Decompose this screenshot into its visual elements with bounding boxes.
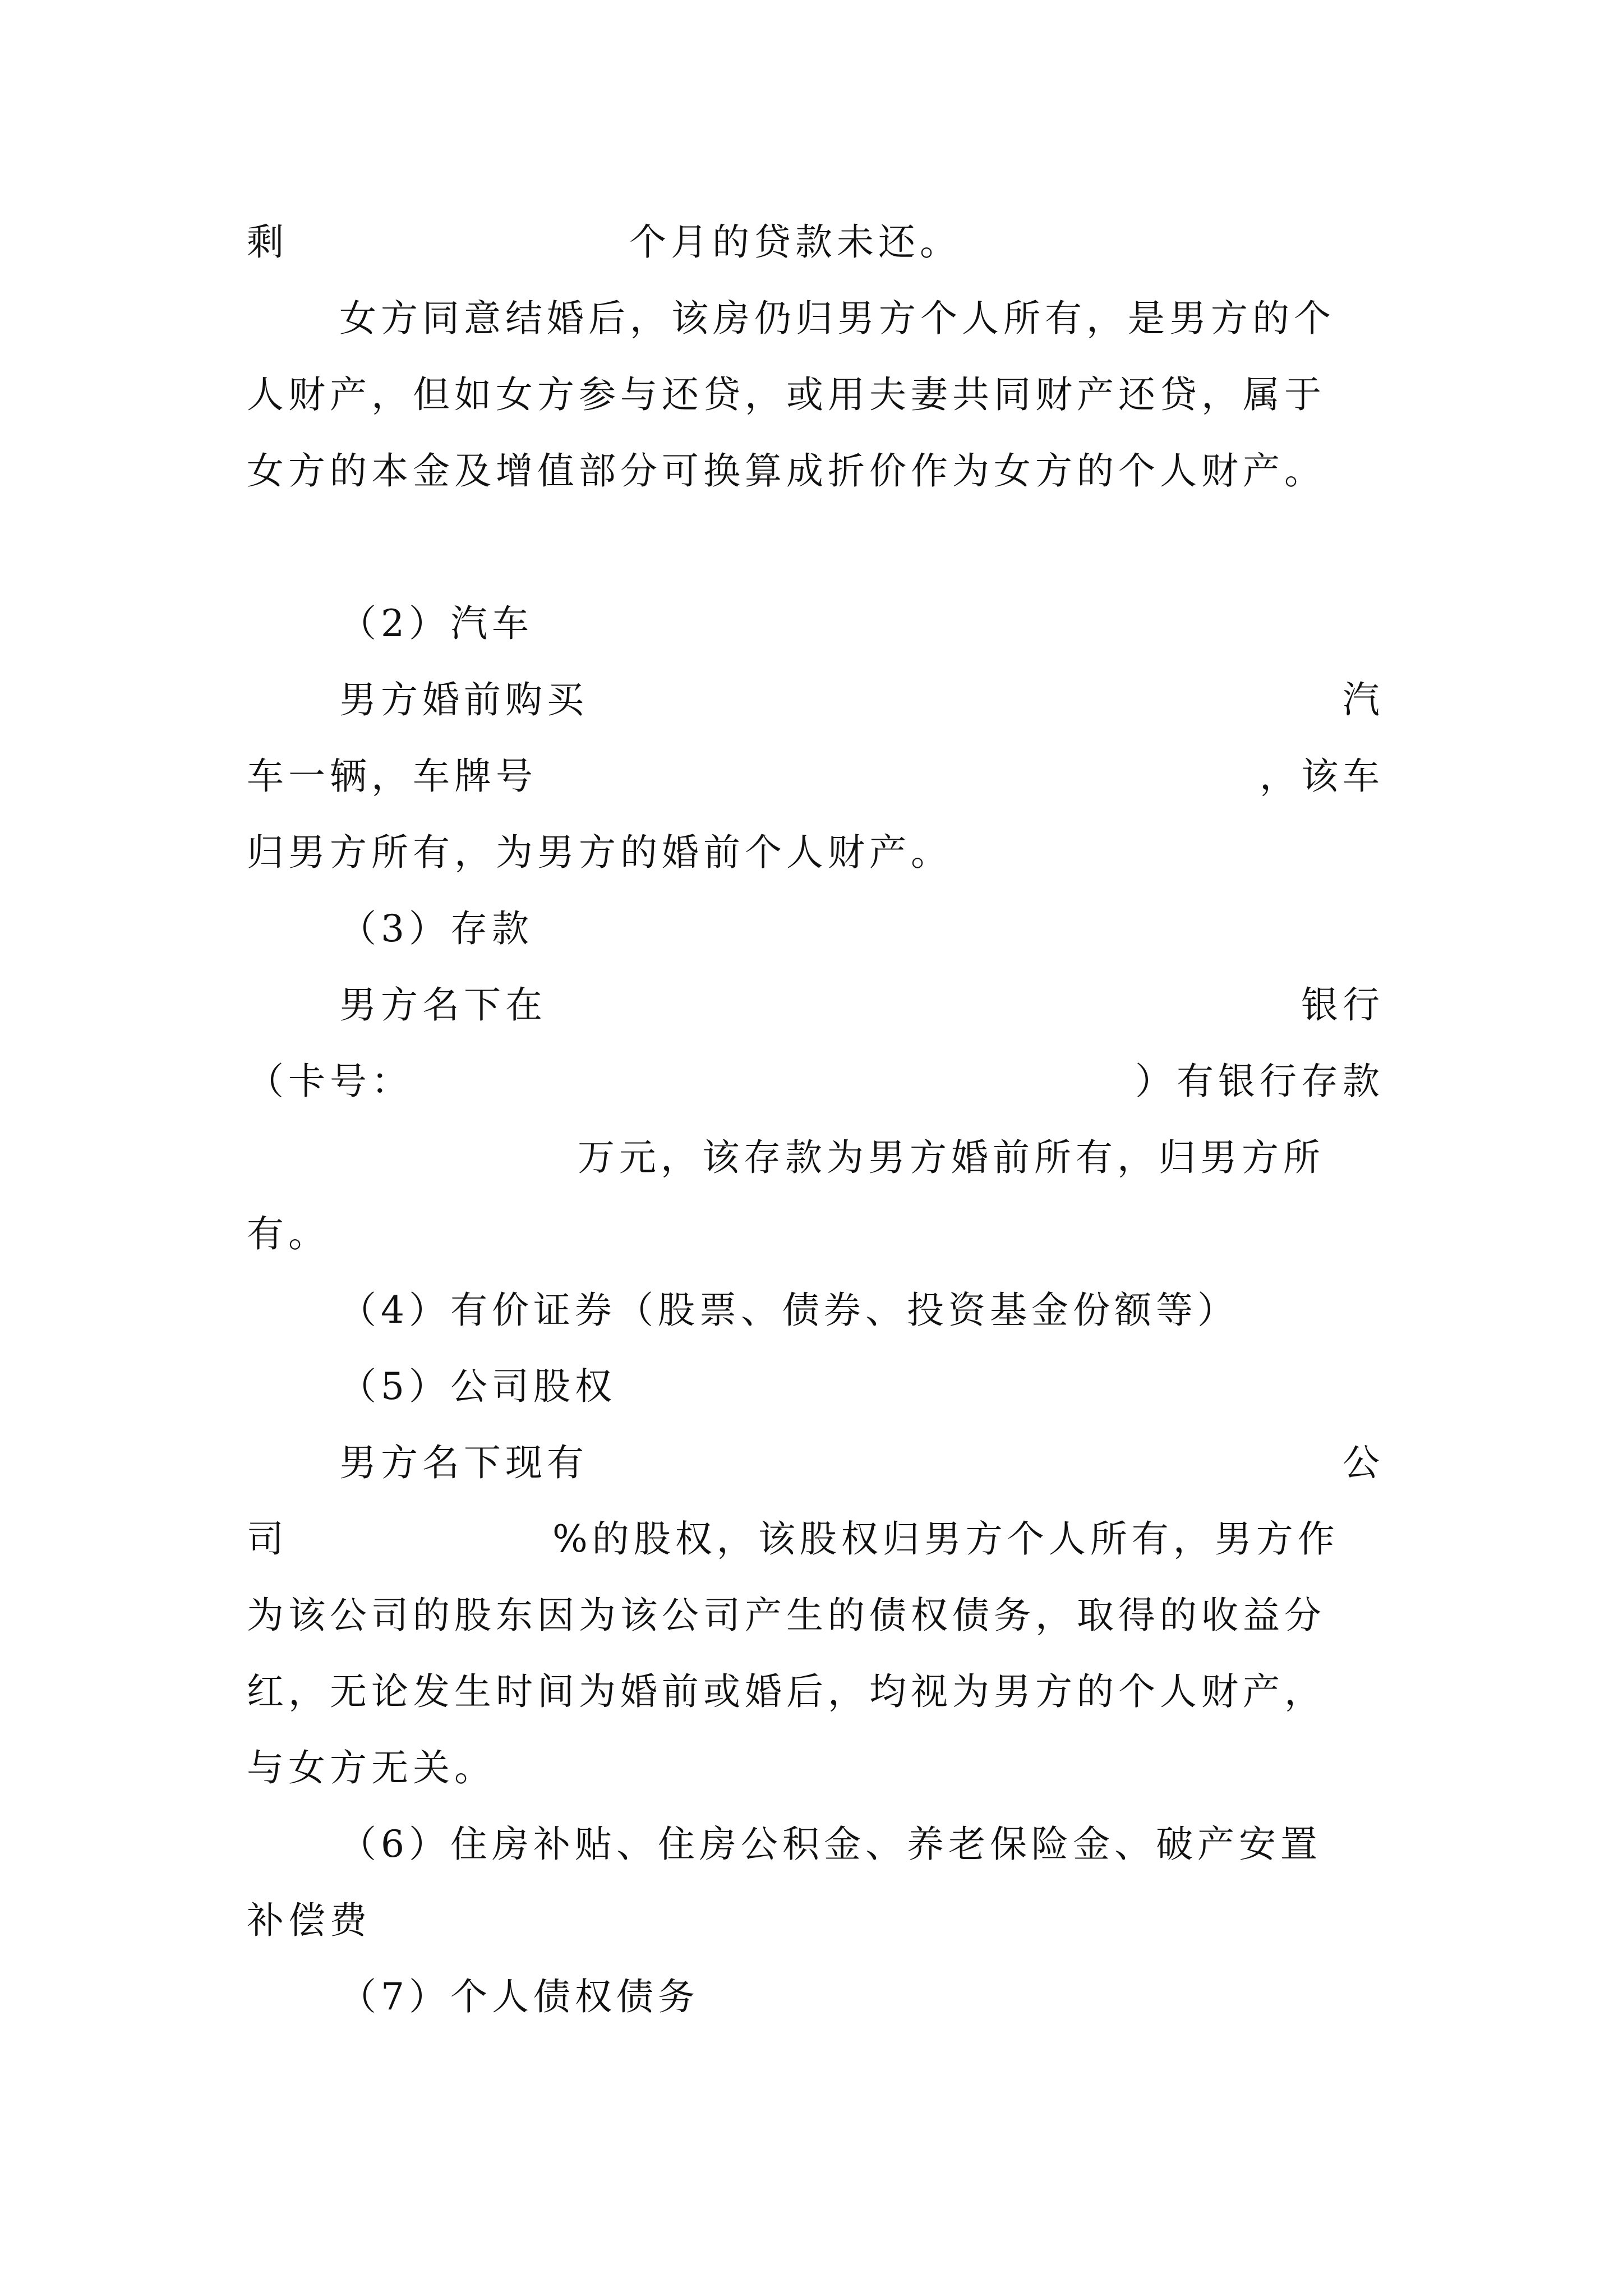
- text-fragment: 银行: [1301, 983, 1384, 1027]
- text-fragment: 公: [1343, 1441, 1384, 1484]
- section-heading: （4）有价证券（股票、债券、投资基金份额等）: [339, 1289, 1239, 1332]
- paragraph-line: 与女方无关。: [247, 1746, 496, 1789]
- paragraph-line: 女方同意结婚后，该房仍归男方个人所有，是男方的个: [339, 297, 1335, 340]
- text-fragment: %的股权，该股权归男方个人所有，男方作: [552, 1517, 1339, 1561]
- paragraph-line: 红，无论发生时间为婚前或婚后，均视为男方的个人财产，: [247, 1670, 1326, 1713]
- text-line: [339, 678, 1384, 723]
- paragraph-line: 有。: [247, 1212, 330, 1255]
- text-line: [339, 1441, 1384, 1485]
- text-line: [247, 1517, 1339, 1562]
- paragraph-line: 女方的本金及增值部分可换算成折价作为女方的个人财产。: [247, 449, 1326, 493]
- text-fragment: 男方名下现有: [339, 1441, 588, 1484]
- text-fragment: 个月的贷款未还。: [629, 220, 961, 264]
- paragraph-line: 为该公司的股东因为该公司产生的债权债务，取得的收益分: [247, 1594, 1326, 1637]
- section-heading: （6）住房补贴、住房公积金、养老保险金、破产安置: [339, 1823, 1322, 1866]
- text-fragment: 车一辆，车牌号: [247, 754, 537, 798]
- text-fragment: 司: [247, 1517, 288, 1561]
- text-fragment: ，该车: [1260, 754, 1384, 798]
- paragraph-line: 补偿费: [247, 1899, 371, 1942]
- section-heading: （3）存款: [339, 907, 533, 950]
- text-line: [247, 220, 961, 265]
- text-fragment: （卡号：: [247, 1060, 413, 1103]
- text-line: [339, 983, 1384, 1028]
- section-heading: （2）汽车: [339, 602, 533, 645]
- text-line: [247, 754, 1384, 799]
- text-fragment: 汽: [1343, 678, 1384, 721]
- paragraph-line: 人财产，但如女方参与还贷，或用夫妻共同财产还贷，属于: [247, 373, 1326, 416]
- paragraph-line: 万元，该存款为男方婚前所有，归男方所: [578, 1136, 1325, 1179]
- text-fragment: ）有银行存款: [1135, 1060, 1384, 1103]
- text-fragment: 剩: [247, 220, 288, 264]
- section-heading: （7）个人债权债务: [339, 1975, 699, 2018]
- paragraph-line: 归男方所有，为男方的婚前个人财产。: [247, 831, 952, 874]
- section-heading: （5）公司股权: [339, 1365, 616, 1408]
- text-fragment: 男方名下在: [339, 983, 547, 1027]
- text-fragment: 男方婚前购买: [339, 678, 588, 721]
- text-line: [247, 1059, 1384, 1104]
